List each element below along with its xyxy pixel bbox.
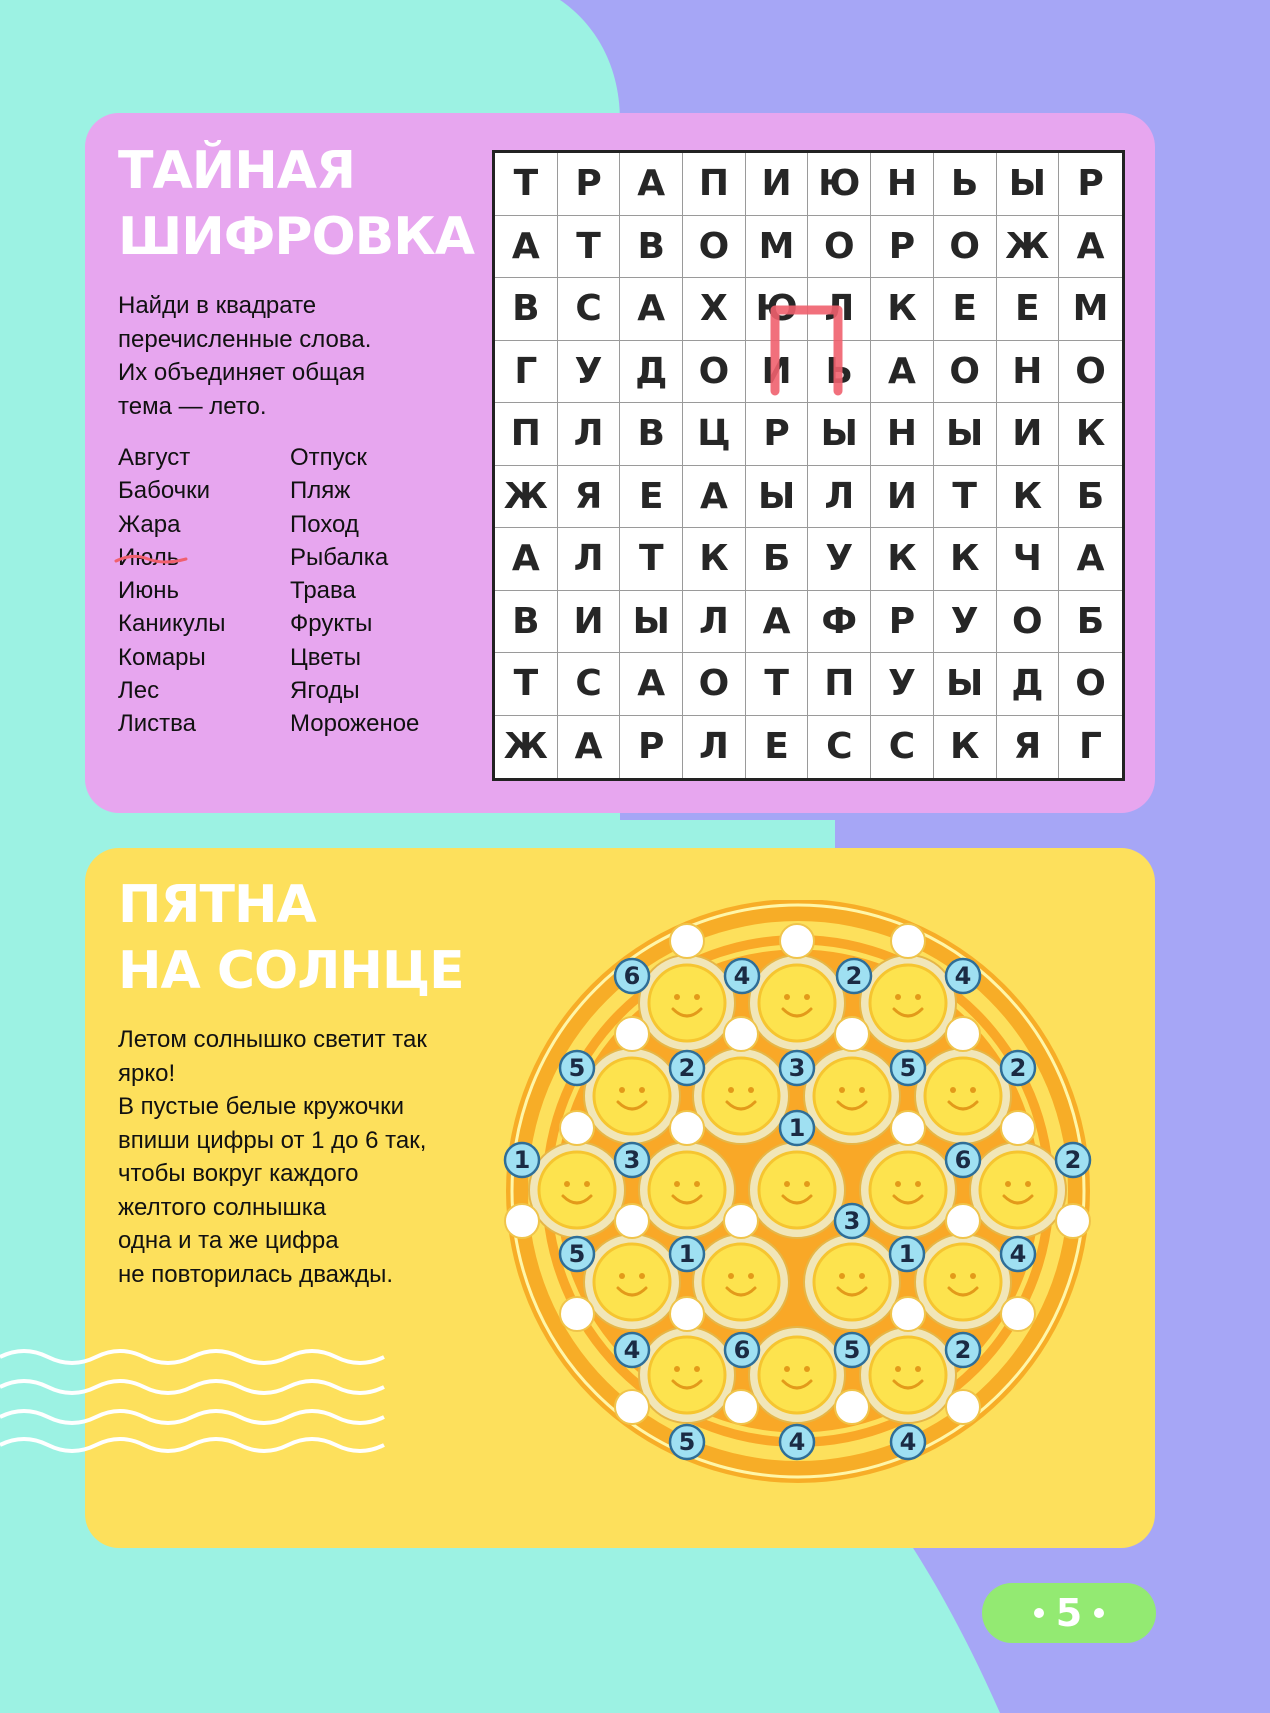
grid-cell[interactable]: Ж bbox=[997, 216, 1060, 279]
grid-cell[interactable]: А bbox=[620, 278, 683, 341]
empty-circle[interactable] bbox=[891, 924, 925, 958]
grid-cell[interactable]: Ы bbox=[620, 591, 683, 654]
number-label: 4 bbox=[623, 1336, 641, 1364]
grid-cell[interactable]: Ч bbox=[997, 528, 1060, 591]
number-circle bbox=[1001, 1237, 1035, 1271]
number-label: 1 bbox=[788, 1114, 806, 1142]
grid-cell[interactable]: Л bbox=[808, 278, 871, 341]
grid-cell[interactable]: А bbox=[746, 591, 809, 654]
number-circle bbox=[837, 959, 871, 993]
word-item: Пляж bbox=[290, 477, 351, 505]
grid-cell[interactable]: В bbox=[620, 216, 683, 279]
sun-face bbox=[860, 1327, 956, 1423]
letter-grid bbox=[492, 150, 1125, 781]
grid-cell[interactable]: Р bbox=[1059, 153, 1122, 216]
number-label: 2 bbox=[845, 962, 863, 990]
grid-cell[interactable]: Ы bbox=[934, 653, 997, 716]
word-item: Рыбалка bbox=[290, 543, 389, 571]
grid-cell[interactable]: Р bbox=[746, 403, 809, 466]
sun-face bbox=[529, 1142, 625, 1238]
grid-cell[interactable]: О bbox=[1059, 653, 1122, 716]
grid-cell[interactable]: О bbox=[1059, 341, 1122, 404]
grid-cell[interactable]: Л bbox=[683, 591, 746, 654]
grid-cell[interactable]: Ю bbox=[808, 153, 871, 216]
grid-cell[interactable]: Ь bbox=[934, 153, 997, 216]
grid-cell[interactable]: У bbox=[558, 341, 621, 404]
page-number-badge bbox=[982, 1583, 1156, 1643]
sun-face bbox=[639, 1327, 735, 1423]
number-circle bbox=[560, 1237, 594, 1271]
sun-face bbox=[584, 1234, 680, 1330]
page-number: 5 bbox=[1055, 1591, 1083, 1635]
grid-cell[interactable]: А bbox=[1059, 216, 1122, 279]
sun-spots-instructions: Летом солнышко светит так ярко! В пустые белые кружочки впиши цифры от 1 до 6 так, чтобы вокруг каждого желтого солнышка одна и та же цифра не повторилась дважды. bbox=[118, 1026, 427, 1288]
grid-cell[interactable]: Т bbox=[495, 653, 558, 716]
number-label: 6 bbox=[733, 1336, 751, 1364]
empty-circle[interactable] bbox=[1001, 1111, 1035, 1145]
number-circle bbox=[505, 1143, 539, 1177]
grid-cell[interactable]: Л bbox=[558, 528, 621, 591]
word-item: Фрукты bbox=[290, 610, 373, 638]
empty-circle[interactable] bbox=[835, 1390, 869, 1424]
word-search-instructions: Найди в квадрате перечисленные слова. Их объединяет общая тема — лето. bbox=[118, 292, 372, 420]
empty-circle[interactable] bbox=[615, 1204, 649, 1238]
grid-cell[interactable]: У bbox=[934, 591, 997, 654]
grid-cell[interactable]: Т bbox=[620, 528, 683, 591]
grid-cell[interactable]: Ь bbox=[808, 341, 871, 404]
grid-cell[interactable]: К bbox=[934, 716, 997, 779]
grid-cell[interactable]: К bbox=[871, 278, 934, 341]
grid-cell[interactable]: Т bbox=[746, 653, 809, 716]
empty-circle[interactable] bbox=[946, 1017, 980, 1051]
word-list-column-1 bbox=[118, 441, 225, 741]
grid-cell[interactable]: А bbox=[558, 716, 621, 779]
grid-cell[interactable]: П bbox=[683, 153, 746, 216]
word-item: Поход bbox=[290, 510, 359, 538]
grid-cell[interactable]: У bbox=[808, 528, 871, 591]
grid-cell[interactable]: Б bbox=[746, 528, 809, 591]
grid-cell[interactable]: У bbox=[871, 653, 934, 716]
word-item: Листва bbox=[118, 710, 196, 738]
grid-cell[interactable]: Ф bbox=[808, 591, 871, 654]
grid-cell[interactable]: Ы bbox=[934, 403, 997, 466]
sun-face bbox=[915, 1048, 1011, 1144]
word-item: Август bbox=[118, 444, 191, 471]
grid-cell[interactable]: С bbox=[808, 716, 871, 779]
number-circle bbox=[780, 1425, 814, 1459]
number-circle bbox=[615, 959, 649, 993]
word-item: Трава bbox=[290, 577, 356, 605]
number-label: 5 bbox=[568, 1240, 586, 1268]
empty-circle[interactable] bbox=[724, 1017, 758, 1051]
grid-cell[interactable]: Ы bbox=[746, 466, 809, 529]
number-label: 5 bbox=[843, 1336, 861, 1364]
grid-cell[interactable]: Я bbox=[558, 466, 621, 529]
empty-circle[interactable] bbox=[615, 1390, 649, 1424]
grid-cell[interactable]: И bbox=[746, 153, 809, 216]
number-circle bbox=[946, 1143, 980, 1177]
grid-cell[interactable]: В bbox=[495, 278, 558, 341]
grid-cell[interactable]: П bbox=[808, 653, 871, 716]
grid-cell[interactable]: А bbox=[495, 216, 558, 279]
empty-circle[interactable] bbox=[560, 1297, 594, 1331]
grid-cell[interactable]: К bbox=[683, 528, 746, 591]
grid-cell[interactable]: О bbox=[934, 216, 997, 279]
sun-face bbox=[749, 1142, 845, 1238]
grid-cell[interactable]: А bbox=[1059, 528, 1122, 591]
sun-spots-title: ПЯТНА НА СОЛНЦЕ bbox=[118, 875, 464, 1001]
grid-cell[interactable]: К bbox=[934, 528, 997, 591]
sun-face bbox=[639, 1142, 735, 1238]
empty-circle[interactable] bbox=[946, 1204, 980, 1238]
number-label: 5 bbox=[678, 1428, 696, 1456]
number-label: 1 bbox=[678, 1240, 696, 1268]
number-circle bbox=[670, 1051, 704, 1085]
grid-cell[interactable]: Ю bbox=[746, 278, 809, 341]
grid-cell[interactable]: О bbox=[683, 653, 746, 716]
number-label: 5 bbox=[899, 1054, 917, 1082]
grid-cell[interactable]: Л bbox=[683, 716, 746, 779]
empty-circle[interactable] bbox=[670, 1297, 704, 1331]
grid-cell[interactable]: И bbox=[558, 591, 621, 654]
number-label: 3 bbox=[788, 1054, 806, 1082]
empty-circle[interactable] bbox=[891, 1297, 925, 1331]
number-label: 2 bbox=[678, 1054, 696, 1082]
empty-circle[interactable] bbox=[891, 1111, 925, 1145]
grid-cell[interactable]: М bbox=[746, 216, 809, 279]
number-circle bbox=[835, 1333, 869, 1367]
number-circle bbox=[946, 959, 980, 993]
number-label: 4 bbox=[899, 1428, 917, 1456]
dot-left bbox=[1034, 1608, 1044, 1618]
grid-cell[interactable]: М bbox=[1059, 278, 1122, 341]
grid-cell[interactable]: А bbox=[871, 341, 934, 404]
number-circle bbox=[835, 1204, 869, 1238]
word-item: Отпуск bbox=[290, 444, 367, 471]
grid-cell[interactable]: Д bbox=[997, 653, 1060, 716]
grid-cell[interactable]: В bbox=[620, 403, 683, 466]
number-label: 1 bbox=[513, 1146, 531, 1174]
grid-cell[interactable]: Х bbox=[683, 278, 746, 341]
grid-cell[interactable]: Р bbox=[871, 591, 934, 654]
grid-cell[interactable]: С bbox=[558, 278, 621, 341]
number-label: 4 bbox=[1009, 1240, 1027, 1268]
number-circle bbox=[725, 959, 759, 993]
word-list-column-2 bbox=[290, 441, 419, 741]
number-circle bbox=[946, 1333, 980, 1367]
grid-cell[interactable]: Ж bbox=[495, 716, 558, 779]
number-label: 3 bbox=[843, 1207, 861, 1235]
grid-cell[interactable]: Т bbox=[558, 216, 621, 279]
number-circle bbox=[725, 1333, 759, 1367]
sun-puzzle-board bbox=[492, 900, 1122, 1520]
grid-cell[interactable]: Т bbox=[934, 466, 997, 529]
number-circle bbox=[890, 1237, 924, 1271]
grid-cell[interactable]: Ы bbox=[808, 403, 871, 466]
empty-circle[interactable] bbox=[724, 1204, 758, 1238]
word-item: Цветы bbox=[290, 643, 362, 671]
grid-cell[interactable]: К bbox=[997, 466, 1060, 529]
grid-cell[interactable]: Ж bbox=[495, 466, 558, 529]
word-item: Жара bbox=[118, 510, 181, 538]
grid-cell[interactable]: И bbox=[871, 466, 934, 529]
sun-face bbox=[693, 1048, 789, 1144]
empty-circle[interactable] bbox=[615, 1017, 649, 1051]
grid-cell[interactable]: Ц bbox=[683, 403, 746, 466]
grid-cell[interactable]: С bbox=[871, 716, 934, 779]
grid-cell[interactable]: Б bbox=[1059, 466, 1122, 529]
decorative-waves bbox=[0, 1345, 390, 1455]
empty-circle[interactable] bbox=[780, 924, 814, 958]
number-label: 6 bbox=[954, 1146, 972, 1174]
number-circle bbox=[891, 1425, 925, 1459]
grid-cell[interactable]: Е bbox=[997, 278, 1060, 341]
grid-cell[interactable]: Л bbox=[558, 403, 621, 466]
empty-circle[interactable] bbox=[1001, 1297, 1035, 1331]
empty-circle[interactable] bbox=[560, 1111, 594, 1145]
empty-circle[interactable] bbox=[670, 1111, 704, 1145]
grid-cell[interactable]: Л bbox=[808, 466, 871, 529]
word-search-title: ТАЙНАЯ ШИФРОВКА bbox=[118, 141, 475, 267]
number-circle bbox=[670, 1425, 704, 1459]
empty-circle[interactable] bbox=[946, 1390, 980, 1424]
grid-cell[interactable]: Н bbox=[871, 153, 934, 216]
number-circle bbox=[891, 1051, 925, 1085]
number-label: 4 bbox=[733, 962, 751, 990]
grid-cell[interactable]: О bbox=[934, 341, 997, 404]
sun-face bbox=[915, 1234, 1011, 1330]
empty-circle[interactable] bbox=[1056, 1204, 1090, 1238]
number-circle bbox=[560, 1051, 594, 1085]
grid-cell[interactable]: Р bbox=[871, 216, 934, 279]
number-circle bbox=[1001, 1051, 1035, 1085]
grid-cell[interactable]: Я bbox=[997, 716, 1060, 779]
sun-face bbox=[693, 1234, 789, 1330]
grid-cell[interactable]: Е bbox=[934, 278, 997, 341]
grid-cell[interactable]: О bbox=[997, 591, 1060, 654]
sun-face bbox=[749, 955, 845, 1051]
word-item: Лес bbox=[118, 677, 160, 705]
grid-cell[interactable]: О bbox=[683, 216, 746, 279]
grid-cell[interactable]: Т bbox=[495, 153, 558, 216]
word-item: Ягоды bbox=[290, 677, 360, 705]
word-item: Мороженое bbox=[290, 710, 420, 738]
sun-face bbox=[860, 1142, 956, 1238]
grid-cell[interactable]: И bbox=[997, 403, 1060, 466]
number-circle bbox=[780, 1111, 814, 1145]
number-label: 2 bbox=[1064, 1146, 1082, 1174]
grid-cell[interactable]: О bbox=[683, 341, 746, 404]
grid-cell[interactable]: П bbox=[495, 403, 558, 466]
word-item: Каникулы bbox=[118, 610, 226, 638]
sun-face bbox=[639, 955, 735, 1051]
word-item: Июнь bbox=[118, 577, 180, 605]
word-item: Бабочки bbox=[118, 477, 211, 505]
sun-face bbox=[804, 1048, 900, 1144]
number-label: 2 bbox=[1009, 1054, 1027, 1082]
number-label: 6 bbox=[623, 962, 641, 990]
strikethrough-mark bbox=[114, 549, 190, 569]
grid-cell[interactable]: А bbox=[620, 153, 683, 216]
grid-cell[interactable]: Г bbox=[1079, 726, 1102, 768]
grid-cell[interactable]: С bbox=[558, 653, 621, 716]
dot-right bbox=[1094, 1608, 1104, 1618]
sun-face bbox=[804, 1234, 900, 1330]
grid-cell[interactable]: Е bbox=[746, 716, 809, 779]
grid-cell[interactable]: А bbox=[620, 653, 683, 716]
sun-face bbox=[860, 955, 956, 1051]
number-label: 2 bbox=[954, 1336, 972, 1364]
sun-face bbox=[584, 1048, 680, 1144]
sun-face bbox=[970, 1142, 1066, 1238]
number-circle bbox=[670, 1237, 704, 1271]
grid-cell[interactable]: Ы bbox=[997, 153, 1060, 216]
number-circle bbox=[1056, 1143, 1090, 1177]
empty-circle[interactable] bbox=[505, 1204, 539, 1238]
grid-cell[interactable]: К bbox=[1059, 403, 1122, 466]
grid-cell[interactable]: К bbox=[871, 528, 934, 591]
word-item: Комары bbox=[118, 643, 206, 671]
number-label: 3 bbox=[623, 1146, 641, 1174]
grid-cell[interactable]: Б bbox=[1059, 591, 1122, 654]
number-circle bbox=[615, 1333, 649, 1367]
grid-cell[interactable]: А bbox=[495, 528, 558, 591]
empty-circle[interactable] bbox=[835, 1017, 869, 1051]
number-label: 4 bbox=[788, 1428, 806, 1456]
grid-cell[interactable]: О bbox=[808, 216, 871, 279]
word-item-struck: Июль bbox=[118, 541, 225, 574]
number-label: 4 bbox=[954, 962, 972, 990]
grid-cell[interactable]: Н bbox=[871, 403, 934, 466]
grid-cell[interactable]: Р bbox=[558, 153, 621, 216]
grid-cell[interactable]: В bbox=[495, 591, 558, 654]
sun-face bbox=[749, 1327, 845, 1423]
number-circle bbox=[615, 1143, 649, 1177]
grid-cell[interactable]: Д bbox=[620, 341, 683, 404]
number-label: 5 bbox=[568, 1054, 586, 1082]
empty-circle[interactable] bbox=[670, 924, 704, 958]
grid-cell[interactable]: А bbox=[683, 466, 746, 529]
number-label: 1 bbox=[898, 1240, 916, 1268]
grid-cell[interactable]: Е bbox=[620, 466, 683, 529]
number-circle bbox=[780, 1051, 814, 1085]
grid-cell[interactable]: Р bbox=[620, 716, 683, 779]
empty-circle[interactable] bbox=[724, 1390, 758, 1424]
grid-cell[interactable]: И bbox=[746, 341, 809, 404]
grid-cell[interactable]: Г bbox=[495, 341, 558, 404]
grid-cell[interactable]: Н bbox=[997, 341, 1060, 404]
